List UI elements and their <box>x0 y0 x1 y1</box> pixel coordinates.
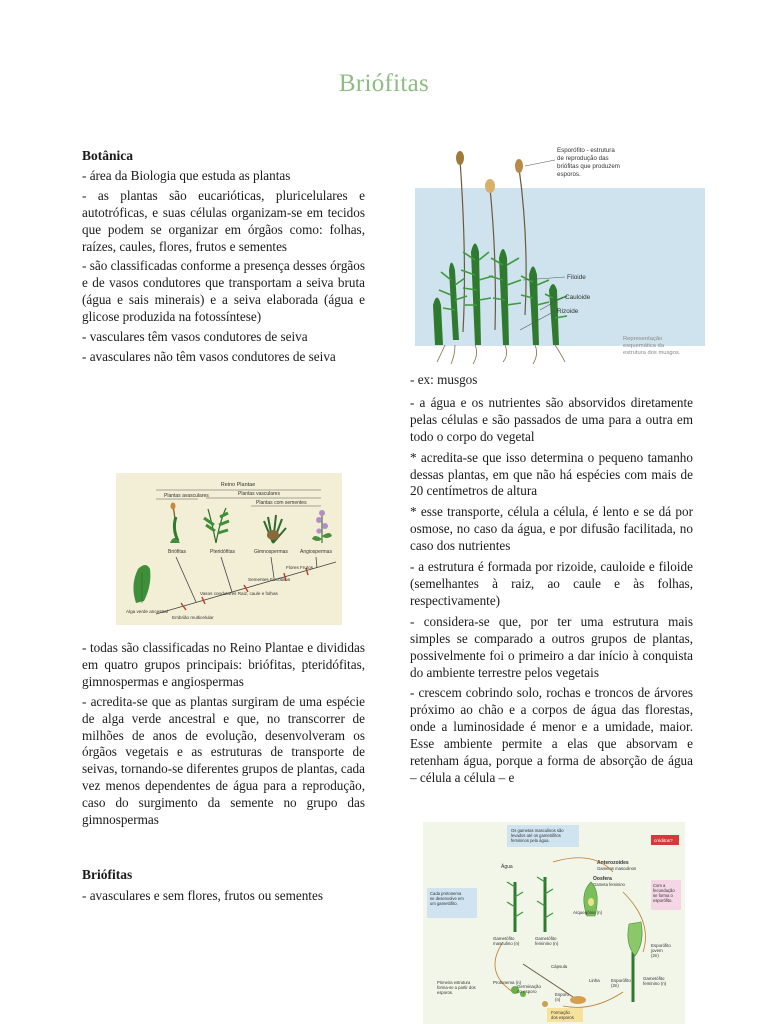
capsula-label: Cápsula <box>551 964 568 969</box>
sementes-label: Sementes Estróbilos <box>248 577 291 582</box>
oosfera-sub: Gameta feminino <box>593 882 625 887</box>
gam-fem2-label: Gametófito feminino (n) <box>643 976 667 986</box>
page-title: Briófitas <box>338 70 430 97</box>
primeira-label: Primeira estrutura forma-se a partir dos esporos. <box>437 980 476 995</box>
cladogram-avasculares-label: Plantas avasculares <box>164 493 209 499</box>
agua-label: Água <box>501 864 513 870</box>
oosfera-label: Oosfera <box>593 876 612 882</box>
cycle-top-note: Os gametas masculinos são levados até os gametófitos femininos pela água. <box>511 828 564 843</box>
protonema-label: Protonema (n) <box>493 980 522 985</box>
paragraph: - a estrutura é formada por rizoide, cauloide e filoide (semelhantes à raiz, ao caule e às folhas, respectivamente) <box>410 559 693 608</box>
paragraph: * esse transporte, célula a célula, é lento e se dá por osmose, no caso da água, e por difusão facilitada, no caso dos nutrientes <box>410 504 693 554</box>
vasos-label: Vasos condutores Raiz, caule e folhas <box>200 591 278 596</box>
flores-label: Flores Frutos <box>286 565 314 570</box>
cladogram-reino-label: Reino Plantae <box>220 482 256 488</box>
paragraph: - ex: musgos <box>410 372 478 387</box>
linha-label: Linha <box>589 978 600 983</box>
paragraph: - área da Biologia que estuda as plantas <box>82 167 291 183</box>
right-note: Com a fecundação se forma o esporófito. <box>653 883 675 903</box>
cladogram-vasculares-label: Plantas vasculares <box>238 491 280 497</box>
esporofito-label: Esporófito (2n) <box>611 978 631 988</box>
left-note: Cada protonema se desenvolve em um gametófito. <box>430 891 464 906</box>
esp-jovem-label: Esporófito jovem (2n) <box>651 943 671 958</box>
paragraph: - acredita-se que as plantas surgiram de uma espécie de alga verde ancestral e que, no transcorrer de milhões de anos de evolução, desenvolveram os órgãos vegetais e as estruturas de transporte de seivas, tornando-se diferentes grupos de plantas, cada vez menos dependentes de água para a reprodução, caso do surgimento da semente no grupo das gimnospermas <box>82 693 365 828</box>
paragraph: - considera-se que, por ter uma estrutura mais simples se comparado a outros grupos de plantas, possivelmente foi o primeiro a dar início à conquista do ambiente terrestre pelos vegetais <box>410 613 693 680</box>
cauloide-label: Cauloide <box>565 294 591 301</box>
paragraph: - crescem cobrindo solo, rochas e troncos de árvores próximo ao chão e a corpos de água das florestas, onde a luminosidade é menor e a umidade, maior. Esse ambiente permite a elas que absorvam e retenham água, porque a forma de absorção de água – célula a célula – e <box>410 685 693 785</box>
paragraph: - as plantas são eucarióticas, pluricelulares e autotróficas, e suas células organizam-se em tecidos que podem se organizar em órgãos como: folhas, raízes, caules, flores, frutos e sementes <box>82 187 365 254</box>
heading-briofitas: Briófitas <box>82 866 133 882</box>
moss-life-cycle-figure <box>423 822 685 1024</box>
paragraph: * acredita-se que isso determina o pequeno tamanho dessas plantas, em que não há espécies com mais de 20 centímetros de altura <box>410 449 693 499</box>
alga-label: Alga verde ancestral <box>126 609 168 614</box>
rizoide-label: Rizoide <box>557 308 579 315</box>
credits-badge: créditos? <box>654 838 673 843</box>
paragraph: - vasculares têm vasos condutores de seiva <box>82 329 308 345</box>
left-column-bottom <box>82 640 365 905</box>
group-label-gimnospermas: Gimnospermas <box>254 549 288 555</box>
paragraph: - avasculares não têm vasos condutores de seiva <box>82 348 336 364</box>
heading-botanica: Botânica <box>82 148 134 163</box>
embriao-label: Embrião multicelular <box>172 615 214 620</box>
gam-fem-label: Gametófito feminino (n) <box>535 936 559 946</box>
cladogram-figure <box>116 473 342 625</box>
arquegonio-label: Arquegônio (n) <box>573 910 603 915</box>
paragraph: - a água e os nutrientes são absorvidos diretamente pelas células e são passados de uma para a outra em todo o corpo do vegetal <box>410 394 693 444</box>
esporofito-label: Esporófito - estrutura de reprodução das briófitas que produzem esporos. <box>557 147 620 178</box>
filoide-label: Filoide <box>567 274 586 281</box>
anterozoides-sub: Gametas masculinos <box>597 866 637 871</box>
moss-structure-figure <box>415 140 705 372</box>
esporo-label: Esporo (n) <box>555 992 569 1002</box>
formacao-label: Formação dos esporos <box>551 1010 574 1020</box>
group-label-briofitas: Briófitas <box>168 549 187 555</box>
anterozoides-label: Anterozoides <box>597 860 629 866</box>
paragraph: - são classificadas conforme a presença desses órgãos e de vasos condutores que transportam a seiva bruta (água e sais minerais) e a seiva elaborada (água e glicose produzida na fotossíntese) <box>82 258 365 325</box>
gam-masc-label: Gametófito masculino (n) <box>493 936 520 946</box>
germinacao-label: Germinação do esporo <box>517 984 541 994</box>
group-label-pteridofitas: Pteridófitas <box>210 549 236 555</box>
right-column <box>410 372 693 787</box>
paragraph: - avasculares e sem flores, frutos ou sementes <box>82 887 323 903</box>
cladogram-sementes-label: Plantas com sementes <box>256 500 307 506</box>
group-label-angiospermas: Angiospermas <box>300 549 332 555</box>
left-column-top <box>82 148 365 366</box>
moss-caption: Representação esquemática da estrutura dos musgos. <box>623 336 681 356</box>
paragraph: - todas são classificadas no Reino Plantae e divididas em quatro grupos principais: briófitas, pteridófitas, gimnospermas e angiospermas <box>82 640 365 689</box>
